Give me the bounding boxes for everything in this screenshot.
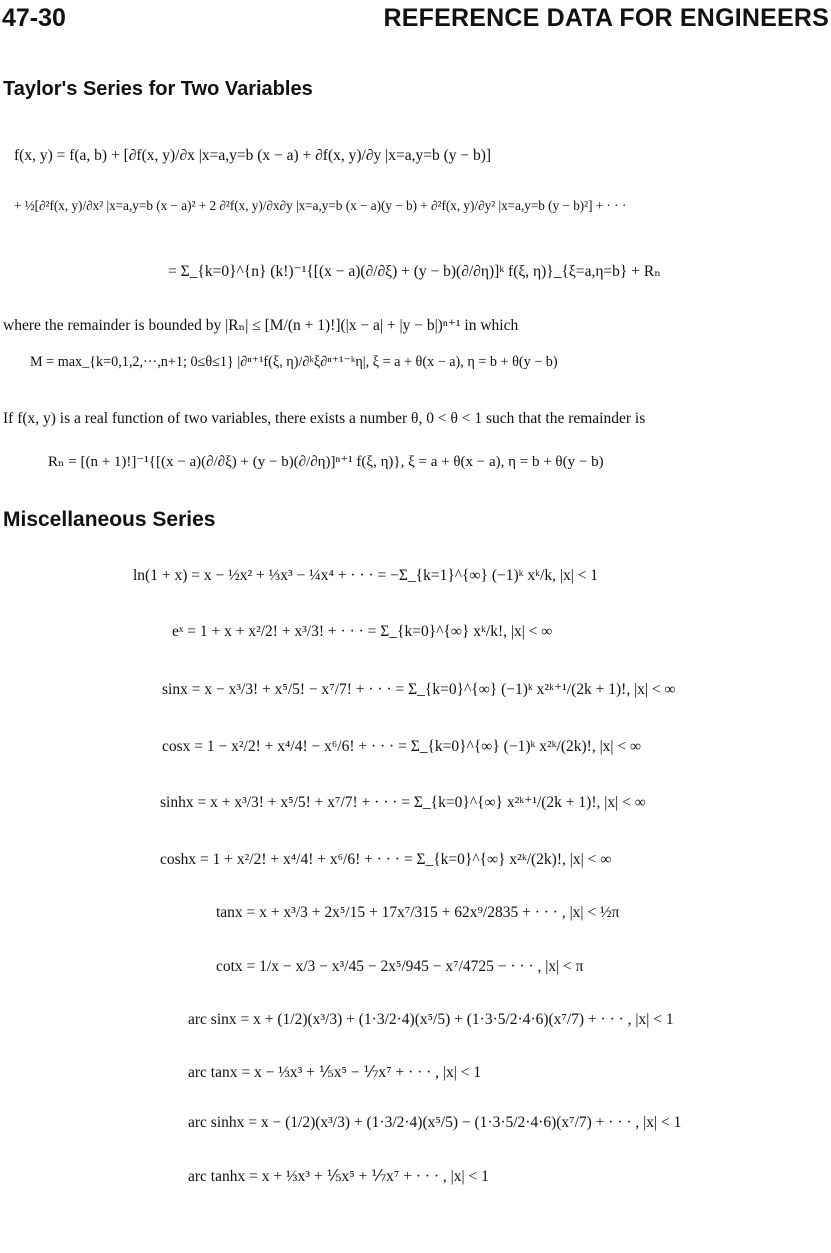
- series-arctan: arc tanx = x − ⅓x³ + ⅕x⁵ − ⅐x⁷ + · · · , |x| < 1: [188, 1064, 482, 1081]
- series-cosh: coshx = 1 + x²/2! + x⁴/4! + x⁶/6! + · · · = Σ_{k=0}^{∞} x²ᵏ/(2k)!, |x| < ∞: [160, 851, 612, 868]
- series-cos: cosx = 1 − x²/2! + x⁴/4! − x⁶/6! + · · · = Σ_{k=0}^{∞} (−1)ᵏ x²ᵏ/(2k)!, |x| < ∞: [162, 738, 642, 755]
- taylor-equation-line-1: f(x, y) = f(a, b) + [∂f(x, y)/∂x |x=a,y=b (x − a) + ∂f(x, y)/∂y |x=a,y=b (y − b)]: [14, 147, 492, 164]
- series-sin: sinx = x − x³/3! + x⁵/5! − x⁷/7! + · · · = Σ_{k=0}^{∞} (−1)ᵏ x²ᵏ⁺¹/(2k + 1)!, |x| < ∞: [162, 681, 676, 698]
- running-title: REFERENCE DATA FOR ENGINEERS: [383, 4, 829, 32]
- taylor-equation-line-2: + ½[∂²f(x, y)/∂x² |x=a,y=b (x − a)² + 2 ∂²f(x, y)/∂x∂y |x=a,y=b (x − a)(y − b) + ∂²f(x, y)/∂y² |x=a,y=b (y − b)²] + · · ·: [14, 198, 627, 213]
- series-arcsin: arc sinx = x + (1/2)(x³/3) + (1·3/2·4)(x⁵/5) + (1·3·5/2·4·6)(x⁷/7) + · · · , |x| < 1: [188, 1011, 674, 1028]
- taylor-equation-line-3: = Σ_{k=0}^{n} (k!)⁻¹{[(x − a)(∂/∂ξ) + (y − b)(∂/∂η)]ᵏ f(ξ, η)}_{ξ=a,η=b} + Rₙ: [168, 263, 661, 280]
- page-number: 47-30: [2, 4, 66, 32]
- series-arctanh: arc tanhx = x + ⅓x³ + ⅕x⁵ + ⅐x⁷ + · · · , |x| < 1: [188, 1168, 489, 1185]
- section-heading-miscellaneous: Miscellaneous Series: [3, 508, 216, 531]
- Rn-definition: Rₙ = [(n + 1)!]⁻¹{[(x − a)(∂/∂ξ) + (y − b)(∂/∂η)]ⁿ⁺¹ f(ξ, η)}, ξ = a + θ(x − a), η = b + θ(y − b): [48, 454, 604, 470]
- series-sinh: sinhx = x + x³/3! + x⁵/5! + x⁷/7! + · · · = Σ_{k=0}^{∞} x²ᵏ⁺¹/(2k + 1)!, |x| < ∞: [160, 794, 646, 811]
- section-heading-taylor: Taylor's Series for Two Variables: [3, 78, 313, 100]
- series-cot: cotx = 1/x − x/3 − x³/45 − 2x⁵/945 − x⁷/4725 − · · · , |x| < π: [216, 958, 584, 975]
- series-tan: tanx = x + x³/3 + 2x⁵/15 + 17x⁷/315 + 62x⁹/2835 + · · · , |x| < ½π: [216, 904, 620, 921]
- M-definition: M = max_{k=0,1,2,···,n+1; 0≤θ≤1} |∂ⁿ⁺¹f(ξ, η)/∂ᵏξ∂ⁿ⁺¹⁻ᵏη|, ξ = a + θ(x − a), η = b + θ(y − b): [30, 354, 558, 370]
- series-ln: ln(1 + x) = x − ½x² + ⅓x³ − ¼x⁴ + · · · = −Σ_{k=1}^{∞} (−1)ᵏ xᵏ/k, |x| < 1: [133, 567, 599, 584]
- remainder-bound-text: where the remainder is bounded by |Rₙ| ≤ [M/(n + 1)!](|x − a| + |y − b|)ⁿ⁺¹ in which: [3, 317, 519, 334]
- series-exp: eˣ = 1 + x + x²/2! + x³/3! + · · · = Σ_{k=0}^{∞} xᵏ/k!, |x| < ∞: [172, 623, 553, 640]
- page-header: [0, 4, 831, 38]
- real-function-text: If f(x, y) is a real function of two variables, there exists a number θ, 0 < θ < 1 such that the remainder is: [3, 410, 646, 427]
- series-arcsinh: arc sinhx = x − (1/2)(x³/3) + (1·3/2·4)(x⁵/5) − (1·3·5/2·4·6)(x⁷/7) + · · · , |x| < 1: [188, 1114, 682, 1131]
